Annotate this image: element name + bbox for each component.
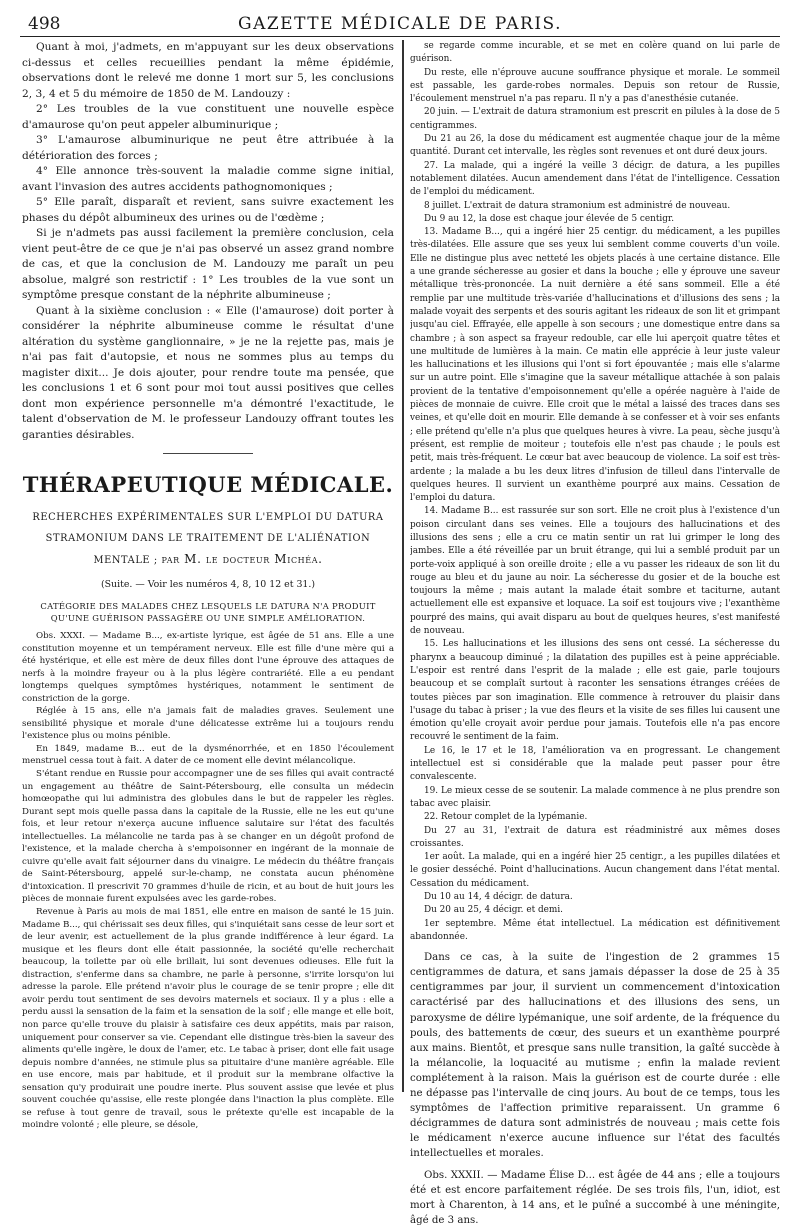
article-title-line-2: STRAMONIUM DANS LE TRAITEMENT DE L'ALIÉNATION MENTALE ; [45,533,371,566]
section-separator [163,453,253,454]
paragraph: Du reste, elle n'éprouve aucune souffrance physique et morale. Le sommeil est passable, les garde-robes normales. Depuis son retour de Russie, l'écoulement menstruel n'a pas reparu. Il n'y a pas d'anesthésie cutanée. [410,67,780,105]
paragraph: Obs. XXXII. — Madame Élise D... est âgée de 44 ans ; elle a toujours été et est encore parfaitement réglée. De ses trois fils, l'un, idiot, est mort à Charenton, à 14 ans, et le puîné a succombé à une méningite, âgé de 3 ans. [410,1169,780,1226]
paragraph: Du 21 au 26, la dose du médicament est augmentée chaque jour de la même quantité. Durant cet intervalle, les règles sont revenues et ont duré deux jours. [410,134,780,158]
paragraph: Si je n'admets pas aussi facilement la première conclusion, cela vient peut-être de ce que je n'ai pas observé un assez grand nombre de cas, et que la conclusion de M. Landouzy me paraît un peu absolue, malgré son restrictif : 1° Les troubles de la vue sont un symptôme presque constant de la néphrite albumineuse ; [22,227,394,301]
paragraph: 15. Les hallucinations et les illusions des sens ont cessé. La sécheresse du pharynx a beaucoup diminué ; la dilatation des pupilles est à peine appréciable. L'espoir est rentré dans l'esprit de la malade ; elle est gaie, parle toujours beaucoup et se complaît surtout à raconter les sensations étranges créées de toutes pièces par son imagination. Elle commence à retrouver du plaisir dans l'usage du tabac à priser ; la vue des fleurs et la visite de ses filles lui causent une émotion qu'elle croyait avoir perdue pour jamais. Toutefois elle n'a pas encore recouvré le sentiment de la faim. [410,639,780,743]
case-summary [410,950,780,1228]
paragraph: 4° Elle annonce très-souvent la maladie comme signe initial, avant l'invasion des autres accidents pathognomoniques ; [22,165,394,193]
paragraph: 3° L'amaurose albuminurique ne peut être attribuée à la détérioration des forces ; [22,134,394,162]
paragraph: Du 27 au 31, l'extrait de datura est réadministré aux mêmes doses croissantes. [410,825,780,849]
paragraph: 22. Retour complet de la lypémanie. [424,812,588,823]
paragraph: Quant à moi, j'admets, en m'appuyant sur les deux observations ci-dessus et celles recueillies pendant la même épidémie, observations dont le relevé me donne 1 mort sur 5, les conclusions 2, 3, 4 et 5 du mémoire de 1850 de M. Landouzy : [22,41,394,100]
page-number: 498 [28,14,61,34]
article-title-line-1: RECHERCHES EXPÉRIMENTALES SUR L'EMPLOI DU DATURA [32,512,384,523]
paragraph: Le 16, le 17 et le 18, l'amélioration va en progressant. Le changement intellectuel est si considérable que la malade peut passer pour être convalescente. [410,745,780,783]
paragraph: 27. La malade, qui a ingéré la veille 3 décigr. de datura, a les pupilles notablement dilatées. Aucun amendement dans l'état de l'intelligence. Cessation de l'emploi du médicament. [410,160,780,198]
right-column [410,40,780,1228]
observation-xxxi [22,630,394,1132]
paragraph: Du 20 au 25, 4 décigr. et demi. [424,905,563,916]
page-header [20,14,780,34]
suite-note: (Suite. — Voir les numéros 4, 8, 10 12 et 31.) [100,579,316,590]
paragraph: Obs. XXXI. — Madame B..., ex-artiste lyrique, est âgée de 51 ans. Elle a une constitution moyenne et un tempérament nerveux. Elle est fille d'une mère qui a été hystérique, et elle est mère de deux filles dont l'une éprouve des attaques de nerfs à la moindre frayeur ou à la plus légère contrariété. Elle a eu pendant longtemps quelques symptômes hystériques, notamment le sentiment de constriction de la gorge. [22,631,394,704]
paragraph: Revenue à Paris au mois de mai 1851, elle entre en maison de santé le 15 juin. Madame B..., qui chérissait ses deux filles, qui s'inquiétait sans cesse de leur sort et de leur avenir, est actuellement de la plus grande indifférence à leur égard. La musique et les fleurs dont elle était passionnée, la société qu'elle recherchait beaucoup, la toilette par où elle brillait, lui sont devenues odieuses. Elle fuit la distraction, s'enferme dans sa chambre, ne parle à personne, s'irrite lorsqu'on lui adresse la parole. Elle prétend n'avoir plus le courage de se tenir propre ; elle dit avoir perdu tout sentiment de ses devoirs maternels et sociaux. Il y a plus : elle a perdu aussi la sensation de la faim et la sensation de la soif ; elle mange et elle boit, non parce qu'elle trouve du plaisir à satisfaire ces deux appétits, mais par raison, uniquement pour conserver sa vie. Cependant elle distingue très-bien la saveur des aliments qu'elle ingère, le doux de l'amer, etc. Le tabac à priser, dont elle fait usage depuis nombre d'années, ne stimule plus sa pituitaire d'une manière agréable. Elle en use encore, mais par habitude, et il produit sur la membrane olfactive la sensation qu'y produirait une poudre inerte. Plus souvent assise que levée et plus souvent couchée qu'assise, elle reste plongée dans l'inaction la plus complète. Elle se refuse à tout genre de travail, sous le prétexte qu'elle est incapable de la moindre volonté ; elle pleure, se désole, [22,907,394,1131]
paragraph: S'étant rendue en Russie pour accompagner une de ses filles qui avait contracté un engagement au théâtre de Saint-Pétersbourg, elle consulta un médecin homœopathe qui lui administra des globules dans le but de rappeler les règles. Durant sept mois quelle passa dans la capitale de la Russie, elle ne les eut qu'une fois, et leur retour n'exerça aucune influence salutaire sur l'état des facultés intellectuelles. La mélancolie ne tarda pas à se changer en un dégoût profond de l'existence, et la malade chercha à s'empoisonner en ingérant de la monnaie de cuivre qu'elle avait fait séjourner dans du vinaigre. Le médecin du théâtre français de Saint-Pétersbourg, appelé sur-le-champ, ne constata aucun phénomène d'intoxication. Il prescrivit 70 grammes d'huile de ricin, et au bout de huit jours les pièces de monnaie furent expulsées avec les garde-robes. [22,769,394,905]
paragraph: 13. Madame B..., qui a ingéré hier 25 centigr. du médicament, a les pupilles très-dilatées. Elle assure que ses yeux lui semblent comme couverts d'un voile. Elle ne distingue plus avec netteté les objets placés à une certaine distance. Elle a une grande sécheresse au gosier et dans la bouche ; elle y éprouve une saveur métallique très-prononcée. La nuit dernière a été sans sommeil. Elle a été remplie par une multitude très-variée d'hallucinations et d'illusions des sens ; la malade voyait des serpents et des souris agitant les rideaux de son lit et grimpant jusqu'au ciel. Effrayée, elle appelle à son secours ; une domestique entre dans sa chambre ; à son aspect sa frayeur redouble, car elle lui aperçoit quatre têtes et une multitude de lumières à la main. Ce matin elle apprécie à leur juste valeur les hallucinations et les illusions qui l'ont si fort épouvantée ; mais elle s'alarme sur un autre point. Elle s'imagine que la saveur métallique attachée à son palais provient de la tentative d'empoisonnement qu'elle a opérée naguère à l'aide de pièces de monnaie de cuivre. Elle croit que le métal a laissé des traces dans ses veines, et qu'elle doit en mourir. Elle demande à se confesser et à voir ses enfants ; elle prétend qu'elle n'a plus que quelques heures à vivre. La peau, sèche jusqu'à présent, est remplie de moiteur ; toutefois elle n'est pas chaude ; le pouls est petit, mais très-fréquent. Le cœur bat avec beaucoup de violence. La soif est très-ardente ; la malade a bu les deux litres d'infusion de tilleul dans l'intervalle de quelques heures. Il survient un exanthème pourpré aux mains. Cessation de l'emploi du datura. [410,227,780,504]
paragraph: 19. Le mieux cesse de se soutenir. La malade commence à ne plus prendre son tabac avec plaisir. [410,785,780,809]
category-heading: CATÉGORIE DES MALADES CHEZ LESQUELS LE DATURA N'A PRODUIT QU'UNE GUÉRISON PASSAGÈRE OU UNE SIMPLE AMÉLIORATION. [40,601,376,623]
paragraph: Du 9 au 12, la dose est chaque jour élevée de 5 centigr. [424,213,675,224]
paragraph: se regarde comme incurable, et se met en colère quand on lui parle de guérison. [410,41,780,65]
paragraph: Quant à la sixième conclusion : « Elle (l'amaurose) doit porter à considérer la néphrite albumineuse comme le résultat d'une altération du système ganglionnaire, » je ne la rejette pas, mais je n'ai pas fait d'autopsie, et nous ne sommes plus au temps du magister dixit... Je dois ajouter, pour rendre toute ma pensée, que les conclusions 1 et 6 sont pour moi tout aussi positives que celles dont mon expérience personnelle m'a démontré l'exactitude, le talent d'observation de M. le professeur Landouzy offrant toutes les garanties désirables. [22,304,394,441]
paragraph: 8 juillet. L'extrait de datura stramonium est administré de nouveau. [424,200,731,211]
observation-xxxi-continued [410,40,780,944]
left-column [22,40,394,1132]
paragraph: Réglée à 15 ans, elle n'a jamais fait de maladies graves. Seulement une sensibilité physique et morale d'une délicatesse extrême lui a toujours rendu l'existence plus ou moins pénible. [22,706,394,742]
intro-conclusions [22,40,394,443]
journal-title: GAZETTE MÉDICALE DE PARIS. [238,14,562,34]
header-rule [20,36,780,37]
paragraph: 20 juin. — L'extrait de datura stramonium est prescrit en pilules à la dose de 5 centigrammes. [410,107,780,131]
paragraph: Du 10 au 14, 4 décigr. de datura. [424,892,573,902]
article-title [22,507,394,571]
paragraph: 5° Elle paraît, disparaît et revient, sans suivre exactement les phases du dépôt albumineux des urines ou de l'œdème ; [22,196,394,224]
paragraph: Dans ce cas, à la suite de l'ingestion de 2 grammes 15 centigrammes de datura, et sans jamais dépasser la dose de 25 à 35 centigrammes par jour, il survient un commencement d'intoxication caractérisé par des hallucinations et des illusions des sens, un paroxysme de délire lypémanique, une soif ardente, de la fréquence du pouls, des battements de cœur, des sueurs et un exanthème pourpré aux mains. Bientôt, et presque sans nulle transition, la gaîté succède à la mélancolie, la loquacité au mutisme ; enfin la malade revient complétement à la raison. Mais la guérison est de courte durée : elle ne dépasse pas l'intervalle de cinq jours. Au bout de ce temps, tous les symptômes de l'affection primitive reparaissent. Un gramme 6 décigrammes de datura sont administrés de nouveau ; mais cette fois le médicament n'exerce aucune influence sur l'état des facultés intellectuelles et morales. [410,952,780,1160]
paragraph: 14. Madame B... est rassurée sur son sort. Elle ne croit plus à l'existence d'un poison circulant dans ses veines. Elle a toujours des hallucinations et des illusions des sens ; elle a cru ce matin sentir un rat lui grimper le long des jambes. Elle a été réveillée par un bruit étrange, qui lui a semblé produit par un porte-voix appliqué à son oreille droite ; elle a vu passer les rideaux de son lit du rouge au bleu et du jaune au noir. La sécheresse du gosier et de la bouche est toujours la même ; mais autant la malade était sombre et taciturne, autant actuellement elle est expansive et loquace. La soif est toujours vive ; l'exanthème pourpré des mains, qui avait disparu au bout de quelques heures, s'est manifesté de nouveau. [410,506,780,637]
paragraph: 1er août. La malade, qui en a ingéré hier 25 centigr., a les pupilles dilatées et le gosier desséché. Point d'hallucinations. Aucun changement dans l'état mental. Cessation du médicament. [410,852,780,889]
column-divider [402,40,404,1092]
byline: par M. le docteur Michéa. [161,552,323,566]
paragraph: En 1849, madame B... eut de la dysménorrhée, et en 1850 l'écoulement menstruel cessa tout à fait. A dater de ce moment elle devint mélancolique. [22,743,394,767]
section-title: THÉRAPEUTIQUE MÉDICALE. [22,472,394,497]
paragraph: 1er septembre. Même état intellectuel. La médication est définitivement abandonnée. [410,918,780,942]
paragraph: 2° Les troubles de la vue constituent une nouvelle espèce d'amaurose qu'on peut appeler albuminurique ; [22,103,394,131]
